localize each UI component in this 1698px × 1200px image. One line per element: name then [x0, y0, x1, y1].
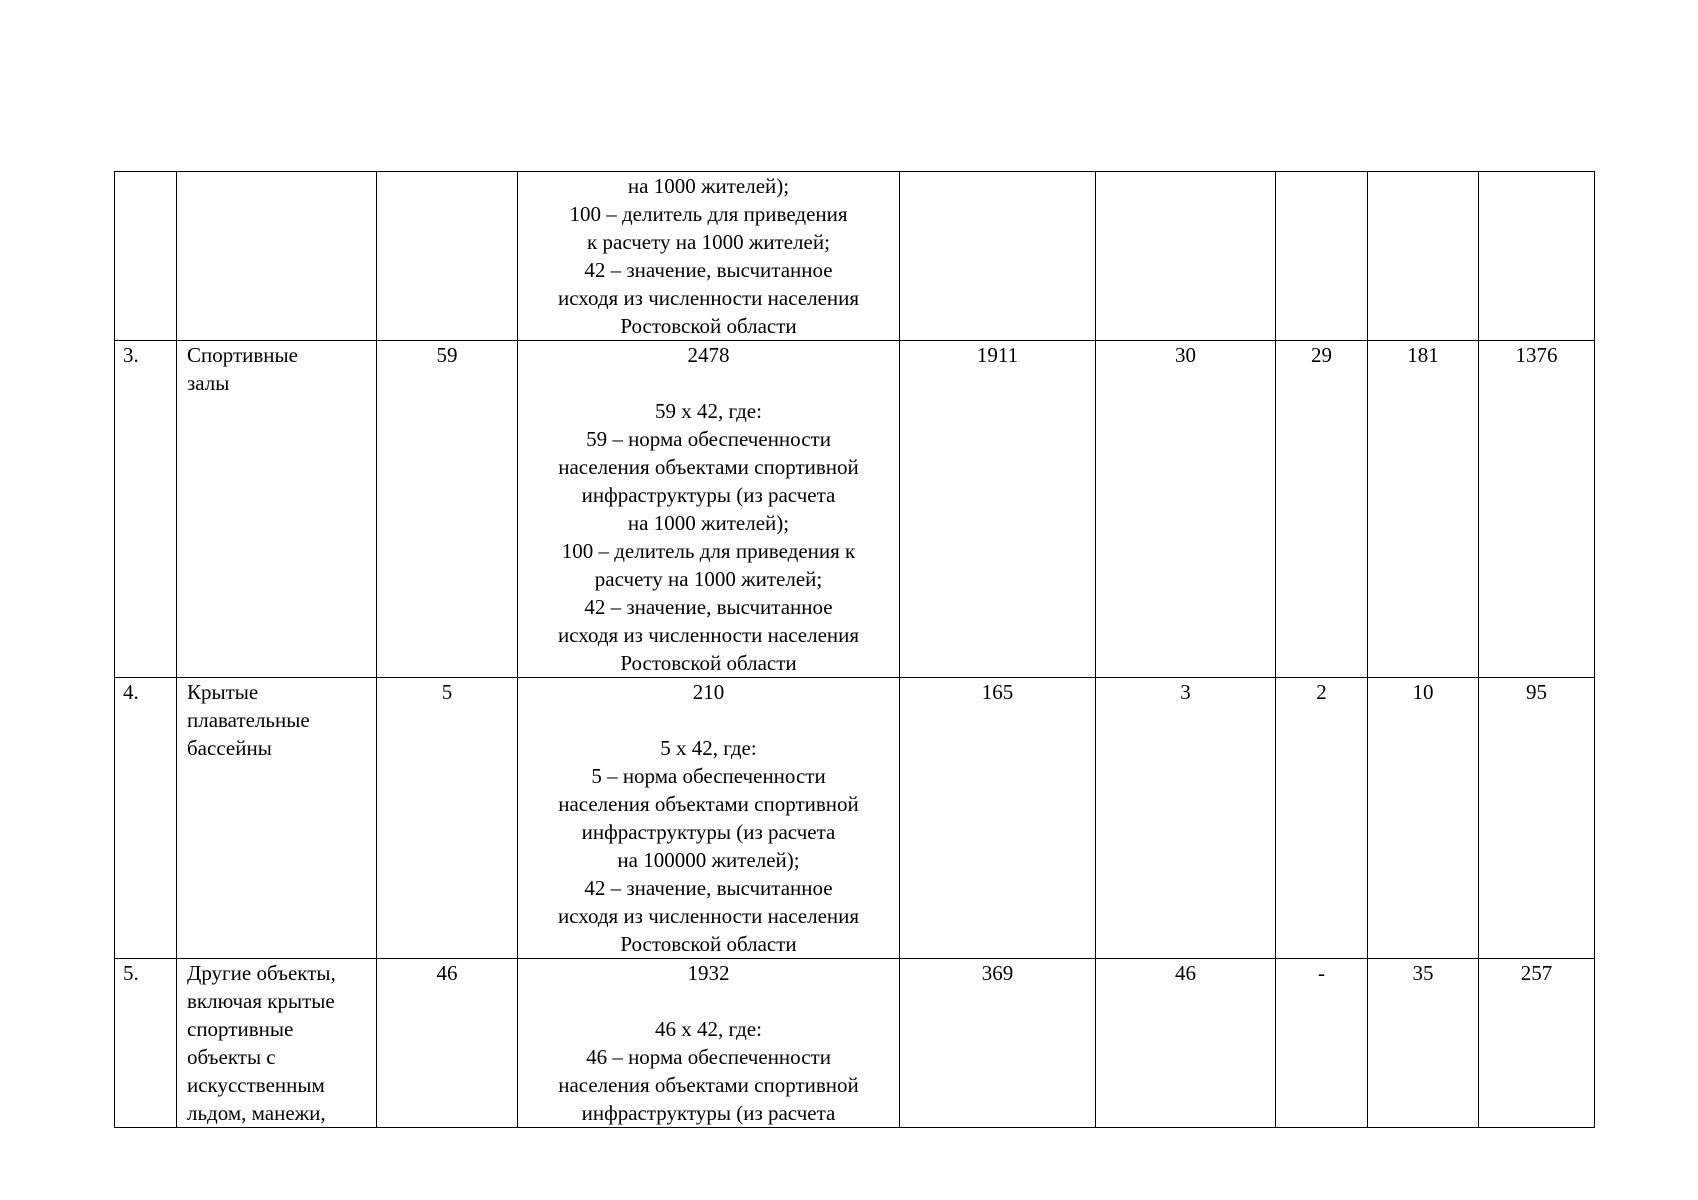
- cell-norm: 5: [377, 678, 518, 959]
- cell-formula: [518, 341, 900, 678]
- formula-line: Ростовской области: [620, 314, 797, 338]
- formula-line: к расчету на 1000 жителей;: [587, 230, 830, 254]
- result-value: 2478: [687, 343, 730, 367]
- cell-num: 4.: [115, 678, 177, 959]
- formula-line: 42 – значение, высчитанное: [584, 258, 833, 282]
- name-line: Другие объекты,: [187, 961, 336, 985]
- cell-c6: 30: [1096, 341, 1276, 678]
- formula-line: 46 – норма обеспеченности: [586, 1045, 831, 1069]
- cell-c8: 35: [1368, 959, 1479, 1128]
- cell-norm: [377, 172, 518, 341]
- cell-c5: 369: [900, 959, 1096, 1128]
- formula-line: 100 – делитель для приведения к: [561, 539, 856, 563]
- name-line: Спортивные: [187, 343, 298, 367]
- formula-line: инфраструктуры (из расчета: [581, 483, 836, 507]
- cell-c8: [1368, 172, 1479, 341]
- formula-line: на 1000 жителей);: [627, 511, 790, 535]
- formula-line: 42 – значение, высчитанное: [584, 595, 833, 619]
- formula-line: инфраструктуры (из расчета: [581, 1101, 836, 1125]
- cell-c6: [1096, 172, 1276, 341]
- formula-line: населения объектами спортивной: [558, 455, 859, 479]
- cell-c5: [900, 172, 1096, 341]
- formula-line: расчету на 1000 жителей;: [594, 567, 823, 591]
- cell-c6: 3: [1096, 678, 1276, 959]
- name-line: искусственным: [187, 1073, 325, 1097]
- formula-line: 42 – значение, высчитанное: [584, 876, 833, 900]
- cell-name: [177, 172, 377, 341]
- formula-line: на 1000 жителей);: [627, 174, 790, 198]
- name-line: Крытые: [187, 680, 259, 704]
- cell-num: 3.: [115, 341, 177, 678]
- name-line: объекты с: [187, 1045, 276, 1069]
- formula-line: 5 – норма обеспеченности: [591, 764, 826, 788]
- cell-c6: 46: [1096, 959, 1276, 1128]
- cell-num: 5.: [115, 959, 177, 1128]
- cell-c7: 2: [1276, 678, 1368, 959]
- cell-c5: 1911: [900, 341, 1096, 678]
- formula-line: Ростовской области: [620, 932, 797, 956]
- table-row-swimming-pools: [115, 678, 1595, 959]
- standards-table: [114, 171, 1595, 1128]
- formula-line: 59 – норма обеспеченности: [586, 427, 831, 451]
- table-row-sports-halls: [115, 341, 1595, 678]
- table-row-continuation: [115, 172, 1595, 341]
- formula-line: на 100000 жителей);: [617, 848, 800, 872]
- name-line: плавательные: [187, 708, 310, 732]
- formula-line: Ростовской области: [620, 651, 797, 675]
- cell-name: [177, 341, 377, 678]
- formula-line: 59 x 42, где:: [655, 399, 762, 423]
- name-line: льдом, манежи,: [187, 1101, 326, 1125]
- formula-line: исходя из численности населения: [557, 286, 860, 310]
- cell-c5: 165: [900, 678, 1096, 959]
- formula-line: исходя из численности населения: [557, 904, 860, 928]
- cell-formula: [518, 678, 900, 959]
- result-value: 1932: [687, 961, 730, 985]
- cell-formula: [518, 959, 900, 1128]
- cell-name: [177, 959, 377, 1128]
- formula-line: 100 – делитель для приведения: [569, 202, 848, 226]
- cell-norm: 59: [377, 341, 518, 678]
- cell-c7: [1276, 172, 1368, 341]
- cell-name: [177, 678, 377, 959]
- cell-norm: 46: [377, 959, 518, 1128]
- formula-line: 5 x 42, где:: [660, 736, 757, 760]
- formula-line: населения объектами спортивной: [558, 792, 859, 816]
- cell-c9: [1479, 172, 1595, 341]
- cell-c8: 10: [1368, 678, 1479, 959]
- formula-line: 46 x 42, где:: [655, 1017, 762, 1041]
- cell-c9: 257: [1479, 959, 1595, 1128]
- name-line: залы: [187, 371, 230, 395]
- cell-c9: 1376: [1479, 341, 1595, 678]
- formula-line: населения объектами спортивной: [558, 1073, 859, 1097]
- formula-line: исходя из численности населения: [557, 623, 860, 647]
- name-line: спортивные: [187, 1017, 294, 1041]
- cell-c9: 95: [1479, 678, 1595, 959]
- cell-num: [115, 172, 177, 341]
- table-row-other-objects: [115, 959, 1595, 1128]
- cell-c7: 29: [1276, 341, 1368, 678]
- name-line: бассейны: [187, 736, 272, 760]
- name-line: включая крытые: [187, 989, 335, 1013]
- cell-c7: -: [1276, 959, 1368, 1128]
- formula-line: инфраструктуры (из расчета: [581, 820, 836, 844]
- cell-formula: [518, 172, 900, 341]
- cell-c8: 181: [1368, 341, 1479, 678]
- result-value: 210: [692, 680, 725, 704]
